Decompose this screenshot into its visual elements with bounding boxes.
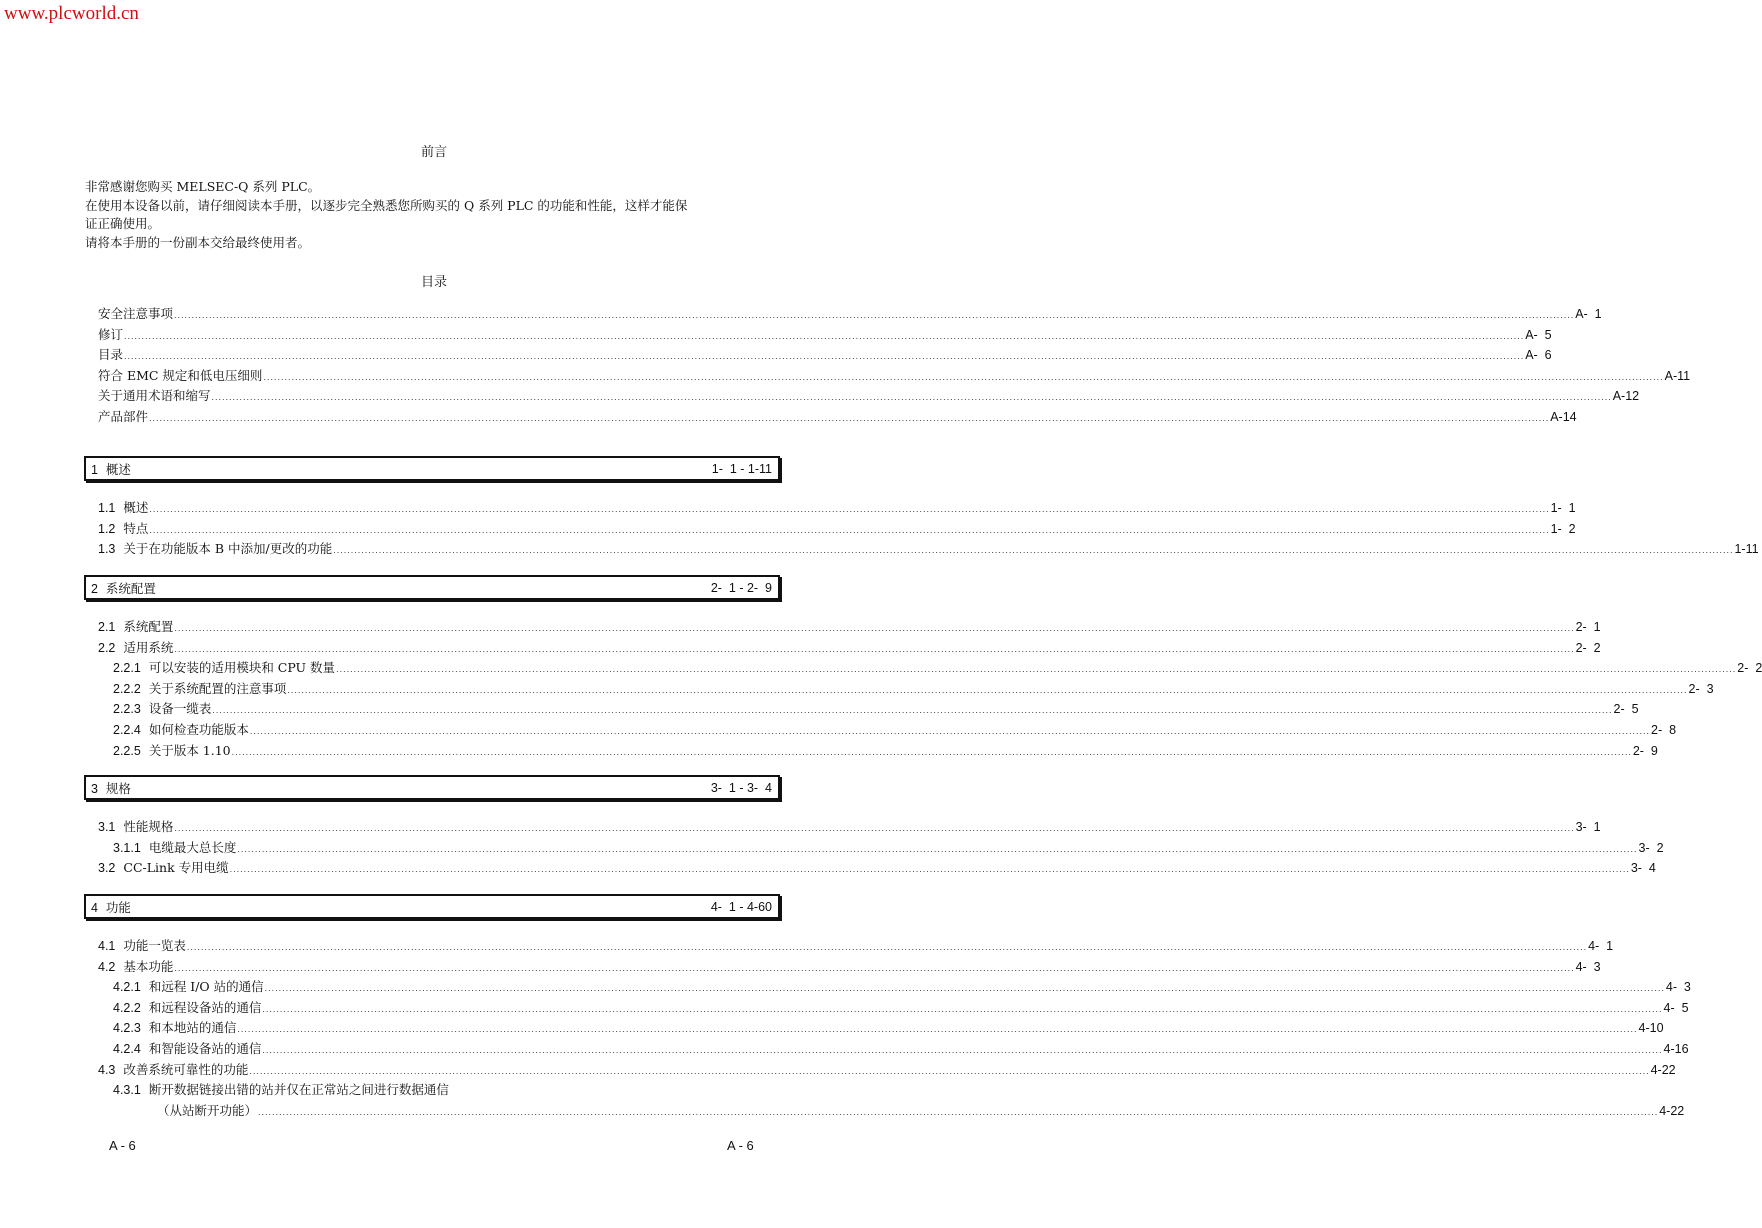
- toc-heading: 目录: [420, 275, 447, 290]
- toc-entry-number: 2.2.4: [113, 723, 141, 737]
- toc-entry-title: CC-Link 专用电缆: [123, 860, 229, 876]
- toc-entry-number: 2.2.3: [113, 702, 141, 717]
- watermark-url[interactable]: www.plcworld.cn: [4, 3, 139, 24]
- toc-entry-title: 系统配置: [123, 619, 174, 634]
- toc-entry-number: 4.2.1: [113, 980, 141, 995]
- toc-entry-page: 2- 2: [1575, 640, 1601, 655]
- toc-entry[interactable]: [113, 998, 1689, 1018]
- dot-leader: ................................................................................................................................................................................................................................................................................................................................................................................................................: [186, 942, 1588, 952]
- toc-entry[interactable]: [98, 858, 1656, 878]
- dot-leader: ................................................................................................................................................................................................................................................................................................................................................................................................................: [231, 746, 1632, 757]
- chapter-number: 3: [91, 781, 98, 796]
- dot-leader: ................................................................................................................................................................................................................................................................................................................................................................................................................: [262, 1003, 1663, 1014]
- toc-entry-title: 电缆最大总长度: [148, 839, 237, 855]
- toc-entry-title: 目录: [98, 347, 124, 363]
- dot-leader: ................................................................................................................................................................................................................................................................................................................................................................................................................: [174, 623, 1575, 633]
- toc-entry-title: 改善系统可靠性的功能: [123, 1061, 249, 1077]
- toc-entry-title: 设备一缆表: [148, 701, 212, 717]
- toc-entry-number: 2.2.5: [113, 743, 141, 758]
- toc-entry-number: 2.2.2: [113, 681, 141, 696]
- toc-entry-number: 4.2.4: [113, 1042, 141, 1056]
- preface-line: 请将本手册的一份副本交给最终使用者。: [85, 235, 311, 251]
- dot-leader: ................................................................................................................................................................................................................................................................................................................................................................................................................: [287, 684, 1688, 695]
- toc-entry[interactable]: [98, 386, 1640, 406]
- toc-entry-page: 4-22: [1650, 1062, 1676, 1077]
- toc-entry-page: 4-22: [1659, 1103, 1685, 1118]
- dot-leader: ................................................................................................................................................................................................................................................................................................................................................................................................................: [237, 1024, 1638, 1035]
- preface-line: 在使用本设备以前，请仔细阅读本手册，以逐步完全熟悉您所购买的 Q 系列 PLC 的功能和性能，这样才能保: [85, 197, 688, 213]
- toc-entry-title: 断开数据链接出错的站并仅在正常站之间进行数据通信: [148, 1082, 449, 1098]
- toc-entry[interactable]: [98, 617, 1601, 637]
- toc-entry-title: 概述: [123, 500, 149, 515]
- chapter-page-range: 3- 1 - 3- 4: [710, 780, 772, 795]
- toc-entry-title: 基本功能: [123, 958, 174, 974]
- toc-entry-title: 如何检查功能版本: [148, 722, 249, 737]
- toc-entry-page: 2- 2: [1737, 661, 1762, 676]
- chapter-title: 系统配置: [105, 580, 156, 596]
- toc-entry[interactable]: [98, 498, 1576, 518]
- toc-entry-page: 3- 4: [1630, 861, 1656, 876]
- footer-page-right: A - 6: [727, 1138, 754, 1153]
- toc-entry-title: 和远程设备站的通信: [148, 999, 262, 1015]
- toc-entry[interactable]: [98, 304, 1602, 324]
- toc-entry-page: A-12: [1612, 389, 1640, 404]
- dot-leader: ................................................................................................................................................................................................................................................................................................................................................................................................................: [264, 983, 1665, 994]
- toc-entry-number: 4.3: [98, 1062, 116, 1077]
- toc-entry-title: 性能规格: [123, 819, 174, 834]
- footer-page-left: A - 6: [109, 1138, 136, 1153]
- dot-leader: ................................................................................................................................................................................................................................................................................................................................................................................................................: [262, 1045, 1663, 1055]
- preface-line: 非常感谢您购买 MELSEC-Q 系列 PLC。: [85, 179, 321, 194]
- dot-leader: ................................................................................................................................................................................................................................................................................................................................................................................................................: [174, 310, 1575, 320]
- toc-entry[interactable]: [113, 679, 1714, 699]
- toc-entry-page: 4- 5: [1663, 1000, 1689, 1015]
- toc-entry-page: 4- 3: [1665, 980, 1691, 995]
- toc-entry-page: 2- 5: [1613, 702, 1639, 717]
- dot-leader: ................................................................................................................................................................................................................................................................................................................................................................................................................: [149, 413, 1550, 423]
- toc-entry-page: A-11: [1664, 368, 1691, 383]
- toc-entry-title: 和远程 I/O 站的通信: [148, 979, 264, 995]
- toc-entry-number: 2.2.1: [113, 661, 141, 676]
- toc-entry-page: 2- 8: [1651, 723, 1677, 737]
- toc-entry-title: 关于在功能版本 B 中添加/更改的功能: [123, 541, 333, 557]
- toc-entry-page: A- 6: [1525, 348, 1552, 363]
- dot-leader: ................................................................................................................................................................................................................................................................................................................................................................................................................: [174, 823, 1575, 833]
- chapter-page-range: 2- 1 - 2- 9: [710, 580, 772, 595]
- toc-entry-number: 4.2.3: [113, 1021, 141, 1036]
- toc-entry-page: A- 1: [1575, 307, 1602, 321]
- chapter-title: 规格: [105, 780, 131, 796]
- dot-leader: ................................................................................................................................................................................................................................................................................................................................................................................................................: [258, 1106, 1659, 1117]
- toc-entry[interactable]: [113, 838, 1664, 858]
- chapter-header[interactable]: [84, 456, 780, 481]
- toc-entry-title: 关于版本 1.10: [148, 742, 231, 758]
- toc-entry-title: （从站断开功能）: [157, 1102, 258, 1118]
- toc-entry[interactable]: [113, 720, 1677, 740]
- dot-leader: ................................................................................................................................................................................................................................................................................................................................................................................................................: [174, 643, 1575, 654]
- toc-entry[interactable]: [113, 699, 1639, 719]
- toc-entry-number: 2.2: [98, 640, 116, 655]
- chapter-number: 2: [91, 581, 98, 596]
- toc-entry-title: 功能一览表: [123, 938, 186, 953]
- toc-entry[interactable]: [113, 1018, 1664, 1038]
- toc-entry-page: 2- 1: [1575, 620, 1601, 634]
- chapter-number: 1: [91, 462, 98, 477]
- toc-entry[interactable]: [98, 1060, 1676, 1080]
- toc-entry-page: 3- 1: [1575, 820, 1601, 834]
- toc-entry[interactable]: [98, 366, 1691, 386]
- toc-entry-title: 特点: [123, 520, 149, 536]
- dot-leader: ................................................................................................................................................................................................................................................................................................................................................................................................................: [149, 524, 1550, 535]
- dot-leader: ................................................................................................................................................................................................................................................................................................................................................................................................................: [124, 351, 1525, 362]
- dot-leader: ................................................................................................................................................................................................................................................................................................................................................................................................................: [263, 371, 1664, 382]
- toc-entry-title: 关于通用术语和缩写: [98, 388, 211, 404]
- toc-entry[interactable]: [157, 1101, 1685, 1121]
- chapter-number: 4: [91, 900, 98, 915]
- toc-entry-page: 3- 2: [1638, 840, 1664, 855]
- toc-entry-title: 可以安装的适用模块和 CPU 数量: [148, 660, 336, 676]
- dot-leader: ................................................................................................................................................................................................................................................................................................................................................................................................................: [237, 843, 1638, 854]
- toc-entry-number: 3.1: [98, 820, 116, 834]
- toc-entry[interactable]: [113, 658, 1762, 678]
- toc-entry[interactable]: [113, 741, 1658, 761]
- toc-entry-page: 4-10: [1638, 1021, 1664, 1036]
- chapter-header[interactable]: [84, 775, 780, 800]
- toc-entry[interactable]: [98, 407, 1577, 427]
- dot-leader: ................................................................................................................................................................................................................................................................................................................................................................................................................: [149, 504, 1550, 514]
- toc-entry-page: 4- 1: [1588, 939, 1614, 953]
- toc-entry-number: 3.1.1: [113, 840, 141, 855]
- toc-entry[interactable]: [98, 345, 1552, 365]
- toc-entry[interactable]: [113, 1039, 1689, 1059]
- chapter-page-range: 1- 1 - 1-11: [711, 461, 772, 476]
- dot-leader: ................................................................................................................................................................................................................................................................................................................................................................................................................: [249, 1065, 1650, 1076]
- toc-entry[interactable]: [98, 325, 1552, 345]
- toc-entry[interactable]: [113, 977, 1691, 997]
- toc-entry-page: 4-16: [1663, 1042, 1689, 1056]
- toc-entry-title: 修订: [98, 326, 124, 342]
- toc-entry-page: A-14: [1550, 410, 1577, 424]
- toc-entry-page: 4- 3: [1575, 959, 1601, 974]
- toc-entry-title: 适用系统: [123, 639, 174, 655]
- toc-entry-number: 4.2: [98, 959, 116, 974]
- chapter-title: 功能: [105, 899, 131, 915]
- toc-entry-page: 2- 3: [1688, 681, 1714, 696]
- dot-leader: ................................................................................................................................................................................................................................................................................................................................................................................................................: [333, 545, 1734, 556]
- chapter-header[interactable]: [84, 894, 780, 919]
- toc-entry-title: 符合 EMC 规定和低电压细则: [98, 367, 263, 383]
- toc-entry[interactable]: [98, 817, 1601, 837]
- dot-leader: ................................................................................................................................................................................................................................................................................................................................................................................................................: [212, 705, 1613, 716]
- toc-entry-number: 1.1: [98, 501, 116, 515]
- toc-entry-title: 和智能设备站的通信: [148, 1041, 262, 1056]
- dot-leader: ................................................................................................................................................................................................................................................................................................................................................................................................................: [124, 330, 1525, 341]
- toc-entry-page: 1- 1: [1550, 501, 1576, 515]
- toc-entry-number: 1.2: [98, 521, 116, 536]
- preface-heading: 前言: [420, 145, 447, 160]
- toc-entry[interactable]: [98, 957, 1601, 977]
- toc-entry[interactable]: [98, 539, 1759, 559]
- preface-line: 证正确使用。: [85, 216, 161, 232]
- toc-entry[interactable]: [113, 1080, 777, 1100]
- toc-entry-title: 关于系统配置的注意事项: [148, 680, 287, 696]
- chapter-header[interactable]: [84, 575, 780, 600]
- dot-leader: ................................................................................................................................................................................................................................................................................................................................................................................................................: [336, 664, 1737, 675]
- toc-entry-number: 2.1: [98, 620, 116, 634]
- toc-entry[interactable]: [98, 936, 1614, 956]
- dot-leader: ................................................................................................................................................................................................................................................................................................................................................................................................................: [211, 392, 1612, 403]
- toc-entry[interactable]: [98, 638, 1601, 658]
- toc-entry-title: 产品部件: [98, 409, 149, 424]
- chapter-title: 概述: [105, 461, 131, 477]
- toc-entry-number: 1.3: [98, 542, 116, 557]
- toc-entry-title: 安全注意事项: [98, 306, 174, 321]
- toc-entry-title: 和本地站的通信: [148, 1020, 237, 1036]
- toc-entry-page: 2- 9: [1632, 743, 1658, 758]
- preface-text: [85, 178, 785, 253]
- toc-entry-page: 1-11: [1734, 542, 1759, 557]
- dot-leader: ................................................................................................................................................................................................................................................................................................................................................................................................................: [249, 726, 1651, 736]
- toc-entry-number: 3.2: [98, 861, 116, 876]
- toc-entry[interactable]: [98, 519, 1576, 539]
- toc-entry-page: A- 5: [1525, 327, 1552, 342]
- chapter-page-range: 4- 1 - 4-60: [710, 899, 772, 914]
- toc-entry-page: 1- 2: [1550, 521, 1576, 536]
- toc-entry-number: 4.1: [98, 939, 116, 953]
- dot-leader: ................................................................................................................................................................................................................................................................................................................................................................................................................: [229, 864, 1630, 875]
- dot-leader: ................................................................................................................................................................................................................................................................................................................................................................................................................: [174, 962, 1575, 973]
- toc-entry-number: 4.3.1: [113, 1083, 141, 1098]
- toc-entry-number: 4.2.2: [113, 1000, 141, 1015]
